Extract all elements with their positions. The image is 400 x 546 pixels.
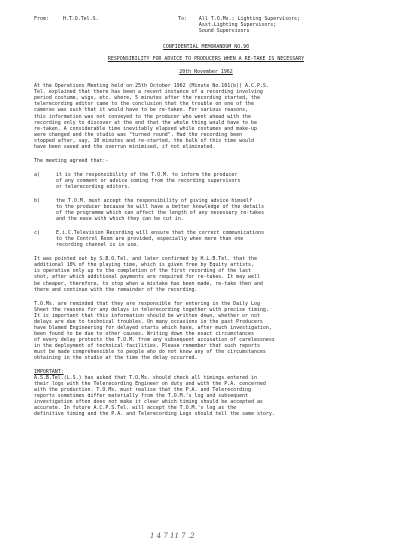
- text-line: it is the responsibility of the T.O.M. to inform the producer: [56, 171, 238, 178]
- text-line: to the Control Room are provided, especially when more than one: [56, 236, 244, 243]
- text-line: be cheaper, therefore, to stop when a mistake has been made, re-take then and: [34, 280, 263, 287]
- text-line: the T.O.M. must accept the responsibility of giving advice himself: [56, 197, 253, 204]
- text-line: re-taken. A considerable time inevitably elapsed while costumes and make-up: [34, 125, 257, 132]
- text-line: there and continue with the remainder of the recording.: [34, 286, 198, 293]
- text-line: accurate. In future A.C.P.S.Tel. will accept the T.O.M.'s log as the: [34, 405, 237, 412]
- to-label: To:: [178, 16, 187, 22]
- text-line: or telerecording editors.: [56, 183, 131, 190]
- memo-subject: RESPONSIBILITY FOR ADVICE TO PRODUCERS WHEN A RE-TAKE IS NECESSARY: [107, 56, 305, 63]
- handwritten-annotation: 1 4 7 11 7 .2: [150, 532, 195, 540]
- text-line: obtaining in the studio at the time the delay occurred.: [34, 355, 198, 362]
- text-line: A.S.B.Tel.(L.S.) has asked that T.O.Ms. should check all timings entered in: [34, 375, 257, 382]
- text-line: cameras was such that it would have to be re-taken. For various reasons,: [34, 107, 249, 114]
- from-block: [34, 16, 99, 34]
- item-body: [56, 172, 240, 190]
- text-line: Sheet the reasons for any delays in telerecording together with precise timing.: [34, 306, 269, 313]
- text-line: telerecording editor came to the conclusion that the trouble on one of the: [34, 101, 254, 108]
- list-item-c: [34, 230, 378, 248]
- text-line: is operative only up to the completion of the first recording of the last: [34, 268, 252, 275]
- to-line: Asst.Lighting Supervisors;: [198, 22, 277, 29]
- text-line: have blamed Engineering for delayed starts which have, after much investigation,: [34, 324, 272, 331]
- to-block: [178, 16, 378, 34]
- from-value: H.T.O.Tel.S.: [62, 16, 99, 22]
- log-sheet-paragraph: [34, 301, 378, 361]
- text-line: of any comment or advice coming from the recording supervisors: [56, 177, 241, 184]
- text-line: shot, after which additional payments are required for re-takes. It may well: [34, 274, 260, 281]
- retake-cost-paragraph: [34, 256, 378, 292]
- text-line: and the ease with which they can be cut in.: [56, 216, 184, 223]
- item-body: [56, 198, 264, 222]
- list-item-b: [34, 198, 378, 222]
- from-label: From:: [34, 16, 49, 22]
- text-line: have been saved and the overrun minimised, if not eliminated.: [34, 143, 216, 150]
- text-line: definitive timing and the P.A. and Telerecording Logs should tell the same story.: [34, 411, 275, 418]
- text-line: investigation often does not make it clear which timing should be accepted as: [34, 399, 263, 406]
- memo-title: CONFIDENTIAL MEMORANDUM NO.90: [162, 44, 250, 51]
- text-line: stopped after, say, 10 minutes and re-started, the bulk of this time would: [34, 137, 254, 144]
- to-line: Sound Supervisors: [198, 28, 250, 35]
- item-body: [56, 230, 264, 248]
- text-line: delays are due to technical troubles. On many occasions in the past Producers: [34, 318, 263, 325]
- text-line: T.O.Ms. are reminded that they are responsible for entering in the Daily Log: [34, 300, 260, 307]
- memo-date: 20th November 1962: [179, 69, 233, 76]
- text-line: E.i.C.Television Recording will ensure that the correct communications: [56, 230, 265, 237]
- important-section: [34, 369, 378, 417]
- text-line: reports sometimes differ materially from the T.O.M.'s log and subsequent: [34, 393, 249, 400]
- text-line: period costume, wigs, etc. where, 5 minutes after the recording started, the: [34, 95, 260, 102]
- text-line: with the production. T.O.Ms. must realise that the P.A. and Telerecording: [34, 387, 252, 394]
- item-label: b): [34, 197, 40, 204]
- text-line: of every delay protects the T.O.M. from any subsequent accusation of carelessness: [34, 336, 275, 343]
- important-heading: IMPORTANT:: [34, 369, 64, 376]
- to-line: All T.O.Ms.; Lighting Supervisors;: [198, 16, 300, 22]
- text-line: It was pointed out by S.B.O.Tel. and later confirmed by H.L.B.Tel. that the: [34, 256, 257, 263]
- text-line: Tel. explained that there has been a recent instance of a recording involving: [34, 89, 263, 96]
- memo-header: [34, 16, 378, 34]
- text-line: in the deployment of technical facilities. Please remember that such reports: [34, 342, 260, 349]
- text-line: to the producer because he will have a better knowledge of the details: [56, 204, 265, 211]
- text-line: recording channel is in use.: [56, 242, 140, 249]
- text-line: their logs with the Telerecording Engineer on duty and with the P.A. concerned: [34, 381, 266, 388]
- item-label: c): [34, 230, 40, 237]
- agreed-line: The meeting agreed that:-: [34, 157, 109, 164]
- to-recipients: [199, 16, 300, 34]
- text-line: of the programme which can affect the length of any necessary re-takes: [56, 210, 265, 217]
- text-line: been found to be due to other causes. Writing down the exact circumstances: [34, 330, 254, 337]
- item-label: a): [34, 171, 40, 178]
- text-line: were changed and the studio was "turned round". Had the recording been: [34, 131, 243, 138]
- text-line: must be made comprehensible to people who do not know any of the circumstances: [34, 348, 266, 355]
- intro-paragraph: [34, 83, 378, 150]
- list-item-a: [34, 172, 378, 190]
- text-line: recording only to discover at the end that the whole thing would have to be: [34, 119, 257, 126]
- text-line: additional 10% of the playing time, which is given free by Equity artists,: [34, 262, 254, 269]
- text-line: It is important that this information should be written down, whether or not: [34, 312, 260, 319]
- text-line: At the Operations Meeting held on 25th October 1962 (Minute No.181(b)) A.C.P.S.: [34, 83, 269, 90]
- text-line: this information was not conveyed to the producer who went ahead with the: [34, 113, 252, 120]
